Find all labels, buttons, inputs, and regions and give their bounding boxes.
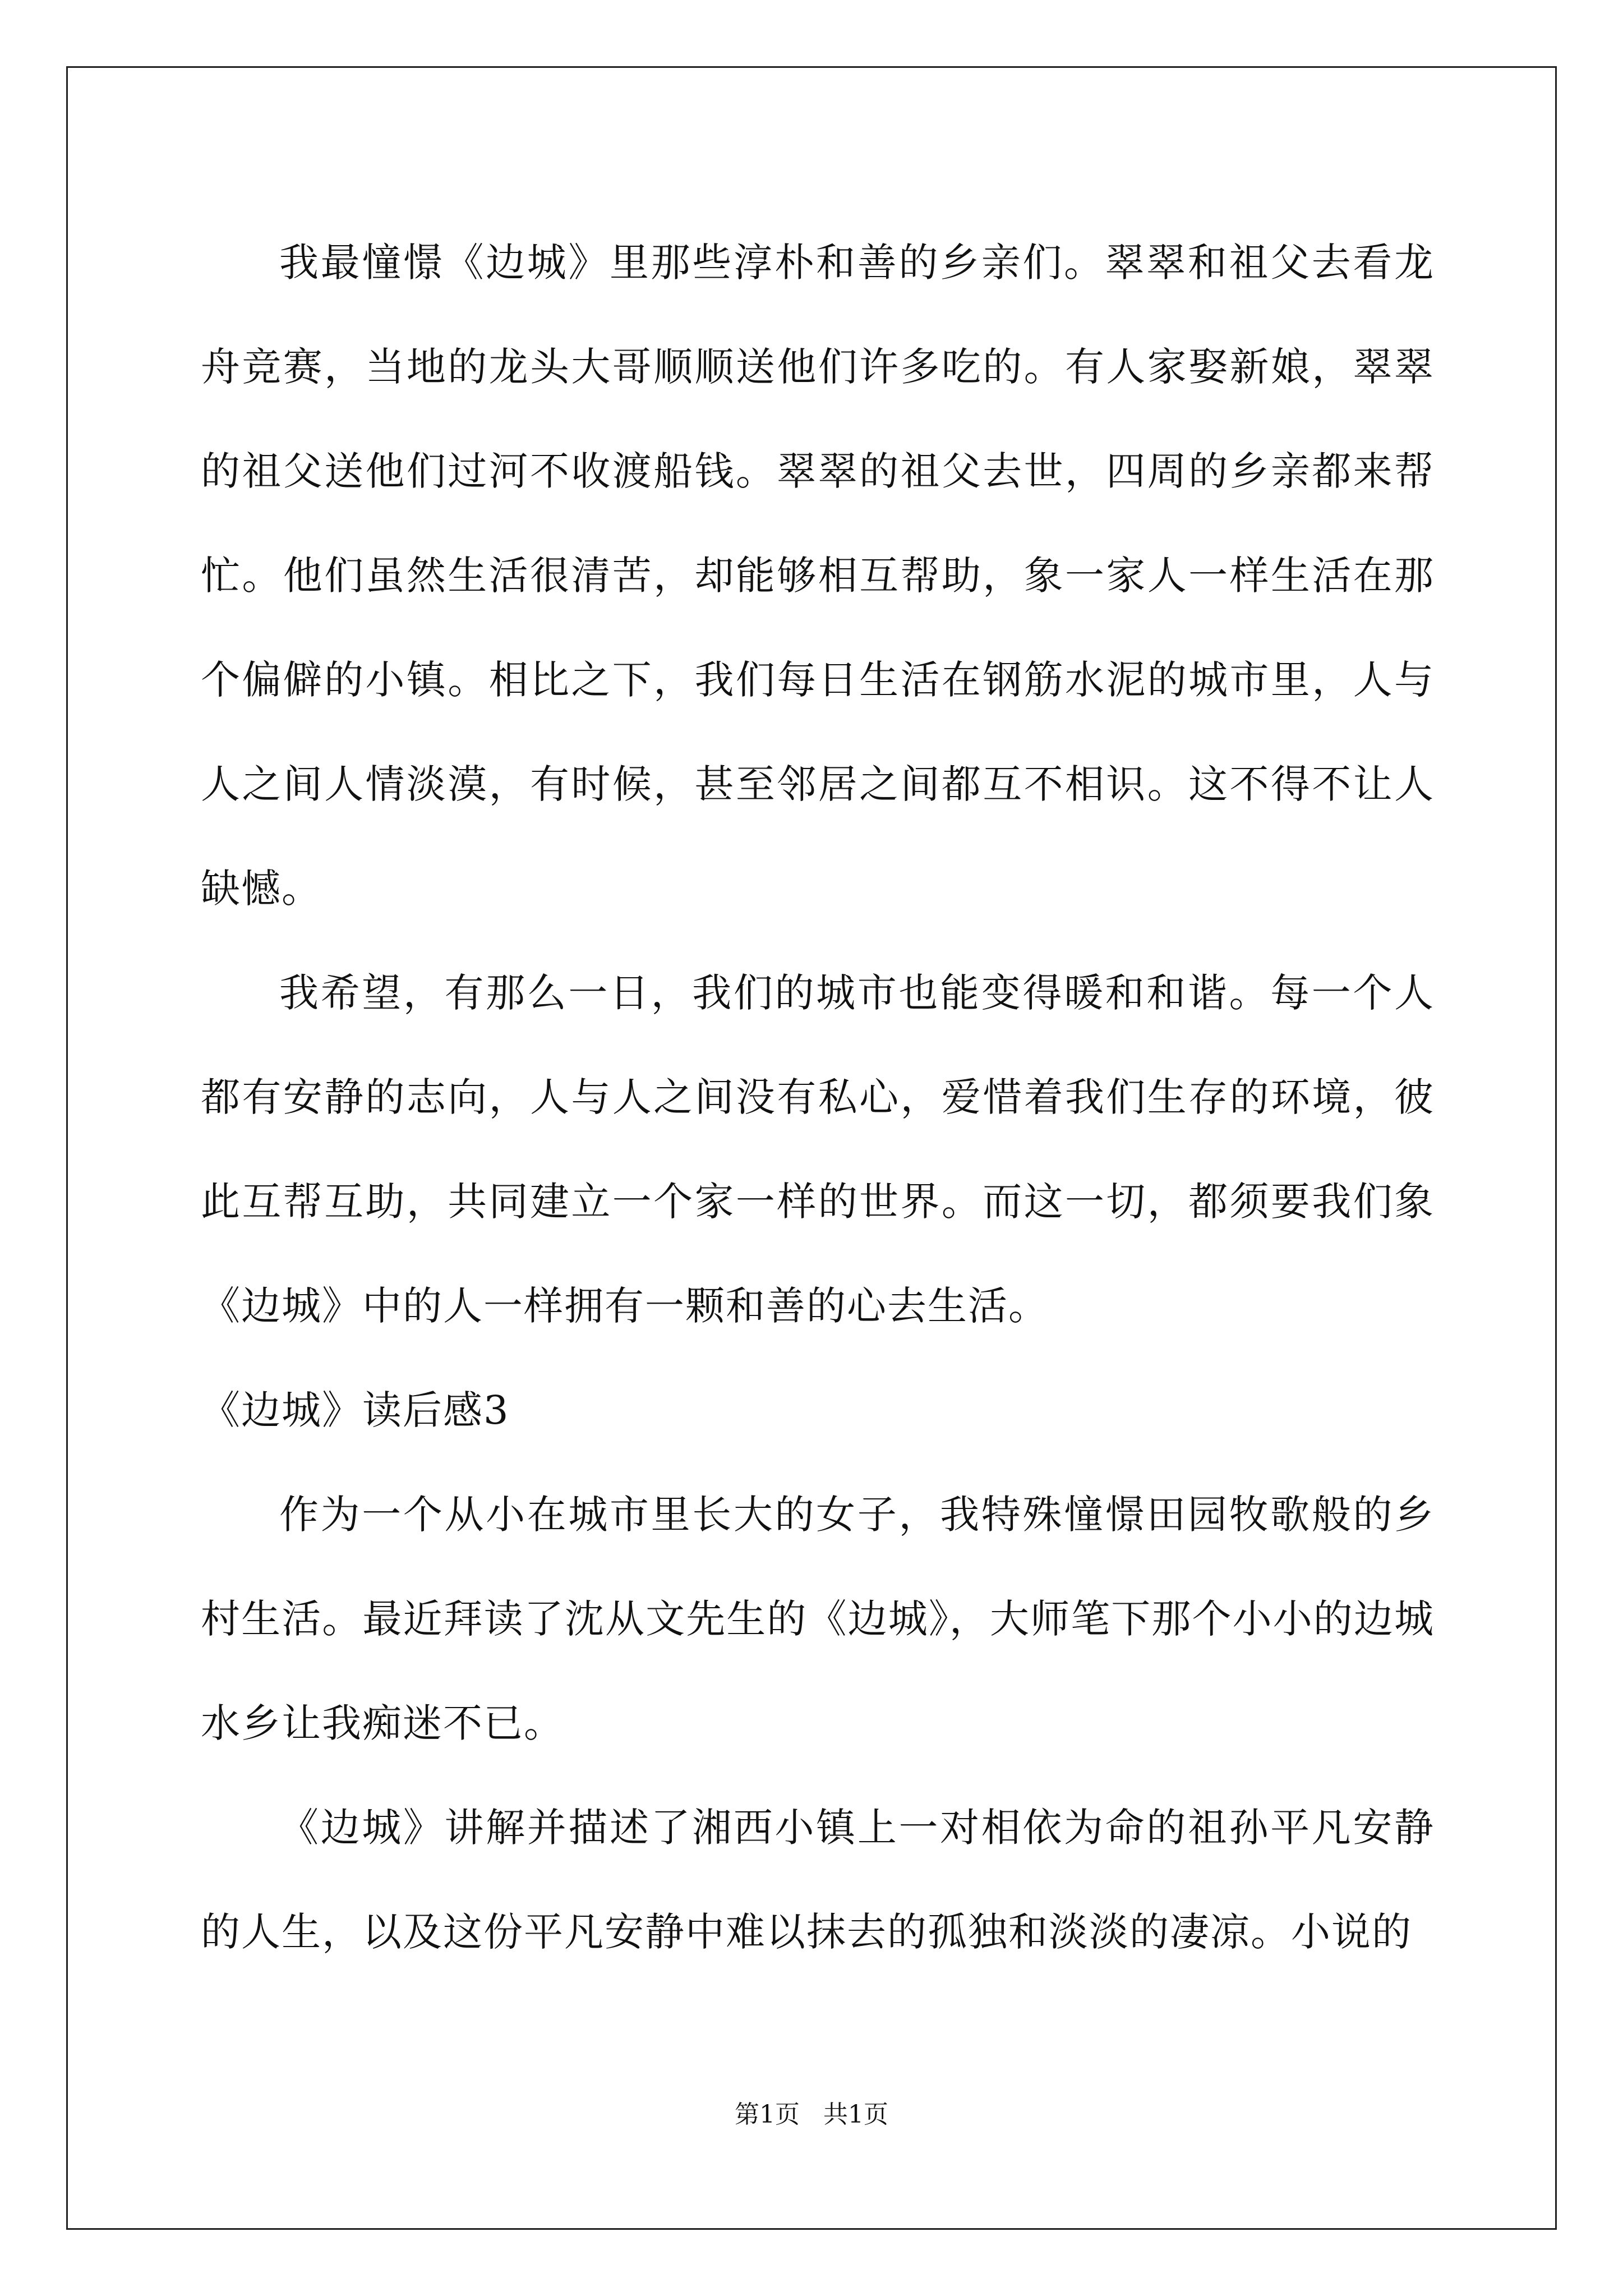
page-number: 第1页 [735,2100,800,2129]
paragraph-3: 作为一个从小在城市里长大的女子，我特殊憧憬田园牧歌般的乡村生活。最近拜读了沈从文先生的《边城》，大师笔下那个小小的边城水乡让我痴迷不已。 [201,1492,1435,1746]
paragraph-2: 我希望，有那么一日，我们的城市也能变得暖和和谐。每一个人都有安静的志向，人与人之间没有私心，爱惜着我们生存的环境，彼此互帮互助，共同建立一个家一样的世界。而这一切，都须要我们象《边城》中的人一样拥有一颗和善的心去生活。 [201,970,1435,1329]
page-total: 共1页 [823,2100,888,2129]
paragraph-4: 《边城》讲解并描述了湘西小镇上一对相依为命的祖孙平凡安静的人生，以及这份平凡安静中难以抹去的孤独和淡淡的凄凉。小说的 [201,1805,1435,1955]
section-heading: 《边城》读后感3 [201,1387,510,1433]
document-body [201,210,1435,1984]
paragraph-1: 我最憧憬《边城》里那些淳朴和善的乡亲们。翠翠和祖父去看龙舟竞赛，当地的龙头大哥顺顺送他们许多吃的。有人家娶新娘，翠翠的祖父送他们过河不收渡船钱。翠翠的祖父去世，四周的乡亲都来帮忙。他们虽然生活很清苦，却能够相互帮助，象一家人一样生活在那个偏僻的小镇。相比之下，我们每日生活在钢筋水泥的城市里，人与人之间人情淡漠，有时候，甚至邻居之间都互不相识。这不得不让人缺憾。 [201,240,1435,912]
page-footer [0,2098,1623,2132]
